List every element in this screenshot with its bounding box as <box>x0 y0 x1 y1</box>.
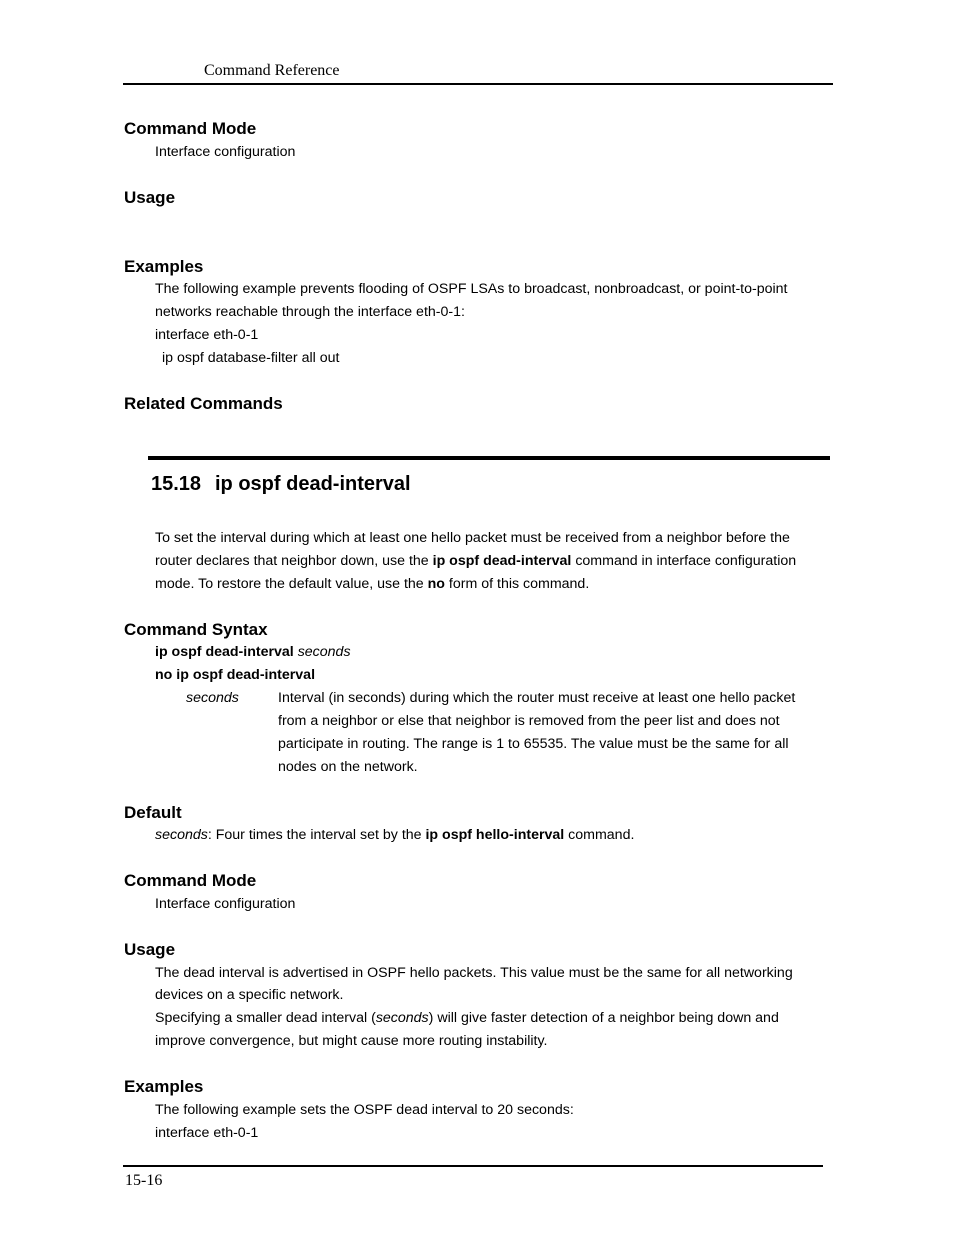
command-mode-text: Interface configuration <box>155 896 296 912</box>
syntax-command: no ip ospf dead-interval <box>155 667 316 683</box>
usage-line: devices on a specific network. <box>155 987 344 1003</box>
intro-text: form of this command. <box>444 576 590 592</box>
intro-text: mode. To restore the default value, use the <box>155 576 428 592</box>
examples-heading: Examples <box>124 1077 204 1096</box>
syntax-argument: seconds <box>297 644 351 660</box>
usage-heading: Usage <box>124 188 176 207</box>
code-line: interface eth-0-1 <box>155 327 259 343</box>
footer-rule <box>123 1165 823 1167</box>
param-desc-line: nodes on the network. <box>278 759 418 775</box>
param-name: seconds <box>186 690 239 706</box>
code-line: ip ospf database-filter all out <box>162 350 340 366</box>
syntax-line <box>155 644 351 660</box>
intro-text: command in interface configuration <box>571 553 797 569</box>
param-desc-line: participate in routing. The range is 1 to 65535. The value must be the same for all <box>278 736 789 752</box>
usage-line: improve convergence, but might cause more routing instability. <box>155 1033 548 1049</box>
usage-line <box>155 1010 779 1026</box>
intro-line: To set the interval during which at least one hello packet must be received from a neighbor before the <box>155 530 790 546</box>
examples-heading: Examples <box>124 257 204 276</box>
related-commands-heading: Related Commands <box>124 394 283 413</box>
command-mode-text: Interface configuration <box>155 144 296 160</box>
command-mode-heading: Command Mode <box>124 119 257 138</box>
section-number: 15.18 <box>151 473 202 495</box>
section-title <box>151 473 411 496</box>
param-desc-line: Interval (in seconds) during which the router must receive at least one hello packet <box>278 690 796 706</box>
code-line: interface eth-0-1 <box>155 1125 259 1141</box>
examples-text-line: networks reachable through the interface eth-0-1: <box>155 304 465 320</box>
default-text <box>155 827 634 843</box>
section-title-text: ip ospf dead-interval <box>215 473 411 495</box>
syntax-line <box>155 667 315 683</box>
default-plain: : Four times the interval set by the <box>207 827 426 843</box>
section-rule <box>148 456 830 460</box>
syntax-command: ip ospf dead-interval <box>155 644 294 660</box>
header-rule <box>123 83 833 85</box>
examples-text-line: The following example sets the OSPF dead interval to 20 seconds: <box>155 1102 574 1118</box>
intro-text: router declares that neighbor down, use the <box>155 553 433 569</box>
default-arg: seconds <box>155 827 208 843</box>
examples-text-line: The following example prevents flooding of OSPF LSAs to broadcast, nonbroadcast, or point-to-point <box>155 281 788 297</box>
default-heading: Default <box>124 803 182 822</box>
usage-plain: ) will give faster detection of a neighbor being down and <box>428 1010 779 1026</box>
page-number: 15-16 <box>125 1172 163 1189</box>
usage-plain: Specifying a smaller dead interval ( <box>155 1010 376 1026</box>
default-plain: command. <box>564 827 635 843</box>
command-mode-heading: Command Mode <box>124 871 257 890</box>
usage-arg: seconds <box>375 1010 429 1026</box>
intro-line <box>155 576 589 592</box>
intro-line <box>155 553 796 569</box>
param-desc-line: from a neighbor or else that neighbor is removed from the peer list and does not <box>278 713 780 729</box>
intro-command: ip ospf dead-interval <box>432 553 572 569</box>
usage-heading: Usage <box>124 940 176 959</box>
default-command: ip ospf hello-interval <box>425 827 565 843</box>
usage-line: The dead interval is advertised in OSPF hello packets. This value must be the same for all networking <box>155 965 793 981</box>
running-header: Command Reference <box>204 62 340 79</box>
intro-keyword: no <box>427 576 445 592</box>
command-syntax-heading: Command Syntax <box>124 620 268 639</box>
